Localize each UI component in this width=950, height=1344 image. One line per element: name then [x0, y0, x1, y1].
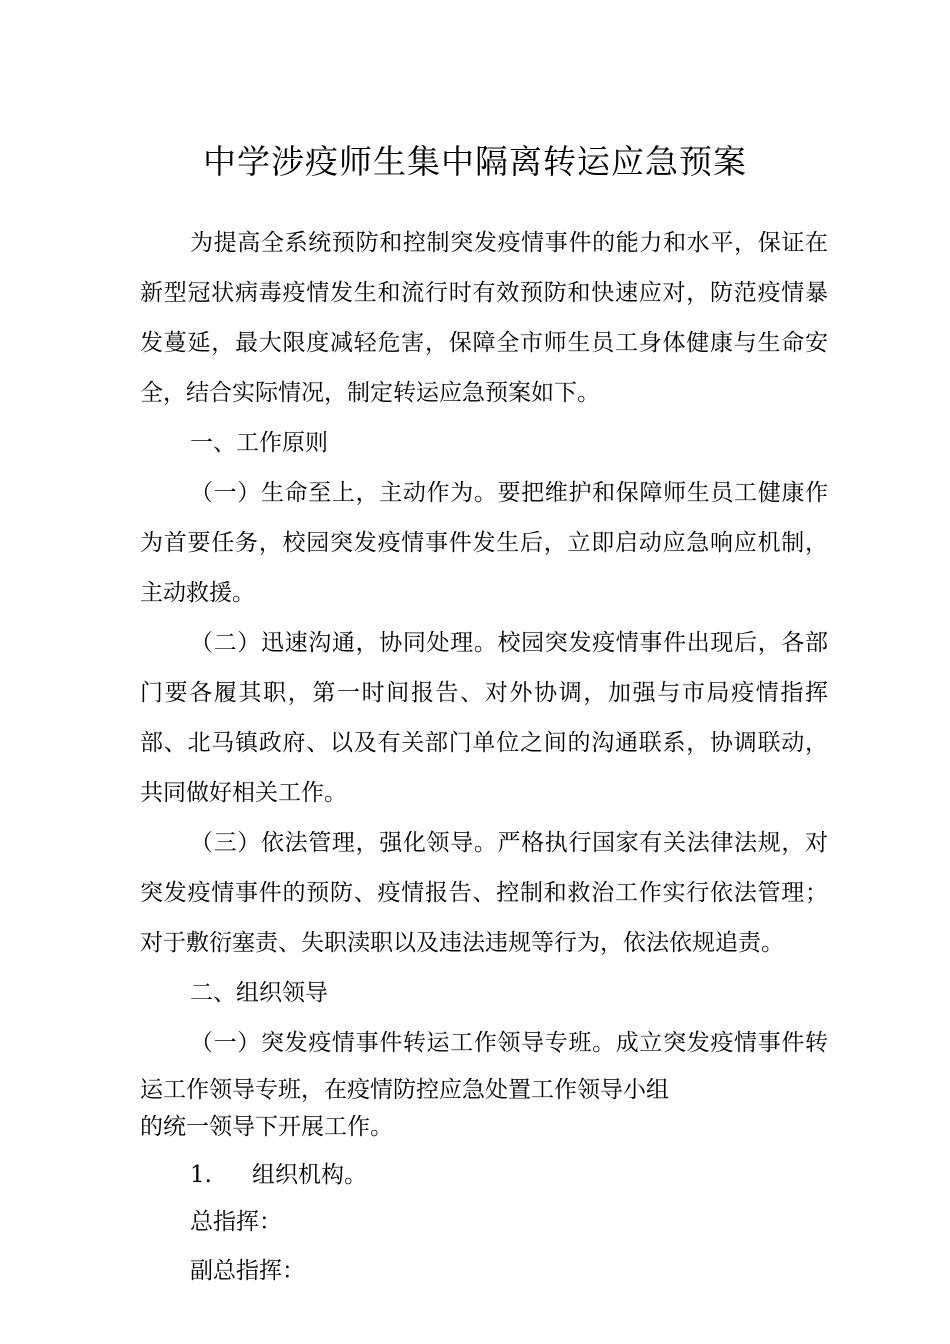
paragraph-line: 门要各履其职，第一时间报告、对外协调，加强与市局疫情指挥: [140, 680, 828, 706]
paragraph-line: （一）突发疫情事件转运工作领导专班。成立突发疫情事件转: [190, 1030, 828, 1056]
paragraph-line: 新型冠状病毒疫情发生和流行时有效预防和快速应对，防范疫情暴: [140, 280, 828, 306]
paragraph-line: 突发疫情事件的预防、疫情报告、控制和救治工作实行依法管理；: [140, 880, 828, 906]
paragraph-line: 主动救援。: [140, 580, 255, 606]
paragraph-line: 部、北马镇政府、以及有关部门单位之间的沟通联系，协调联动，: [140, 730, 828, 756]
paragraph-line: 的统一领导下开展工作。: [140, 1114, 393, 1140]
paragraph-line: 运工作领导专班，在疫情防控应急处置工作领导小组: [140, 1077, 669, 1103]
commander-label: 总指挥：: [190, 1209, 282, 1235]
paragraph-line: 全，结合实际情况，制定转运应急预案如下。: [140, 380, 600, 406]
paragraph-line: 共同做好相关工作。: [140, 780, 347, 806]
section-heading-principles: 一、工作原则: [190, 430, 328, 456]
paragraph-line: 为首要任务，校园突发疫情事件发生后，立即启动应急响应机制，: [140, 530, 828, 556]
org-structure-line: [190, 1160, 367, 1190]
section-heading-organization: 二、组织领导: [190, 980, 328, 1006]
paragraph-line: 对于敷衍塞责、失职渎职以及违法违规等行为，依法依规追责。: [140, 930, 784, 956]
paragraph-line: （二）迅速沟通，协同处理。校园突发疫情事件出现后，各部: [190, 630, 828, 656]
paragraph-line: 发蔓延，最大限度减轻危害，保障全市师生员工身体健康与生命安: [140, 330, 828, 356]
paragraph-line: （三）依法管理，强化领导。严格执行国家有关法律法规，对: [190, 830, 828, 856]
list-number: 1.: [190, 1162, 212, 1188]
paragraph-line: （一）生命至上，主动作为。要把维护和保障师生员工健康作: [190, 480, 828, 506]
deputy-commander-label: 副总指挥：: [190, 1258, 305, 1284]
paragraph-line: 为提高全系统预防和控制突发疫情事件的能力和水平，保证在: [190, 230, 828, 256]
org-structure-label: 组织机构。: [251, 1162, 367, 1188]
document-title: 中学涉疫师生集中隔离转运应急预案: [203, 142, 747, 181]
